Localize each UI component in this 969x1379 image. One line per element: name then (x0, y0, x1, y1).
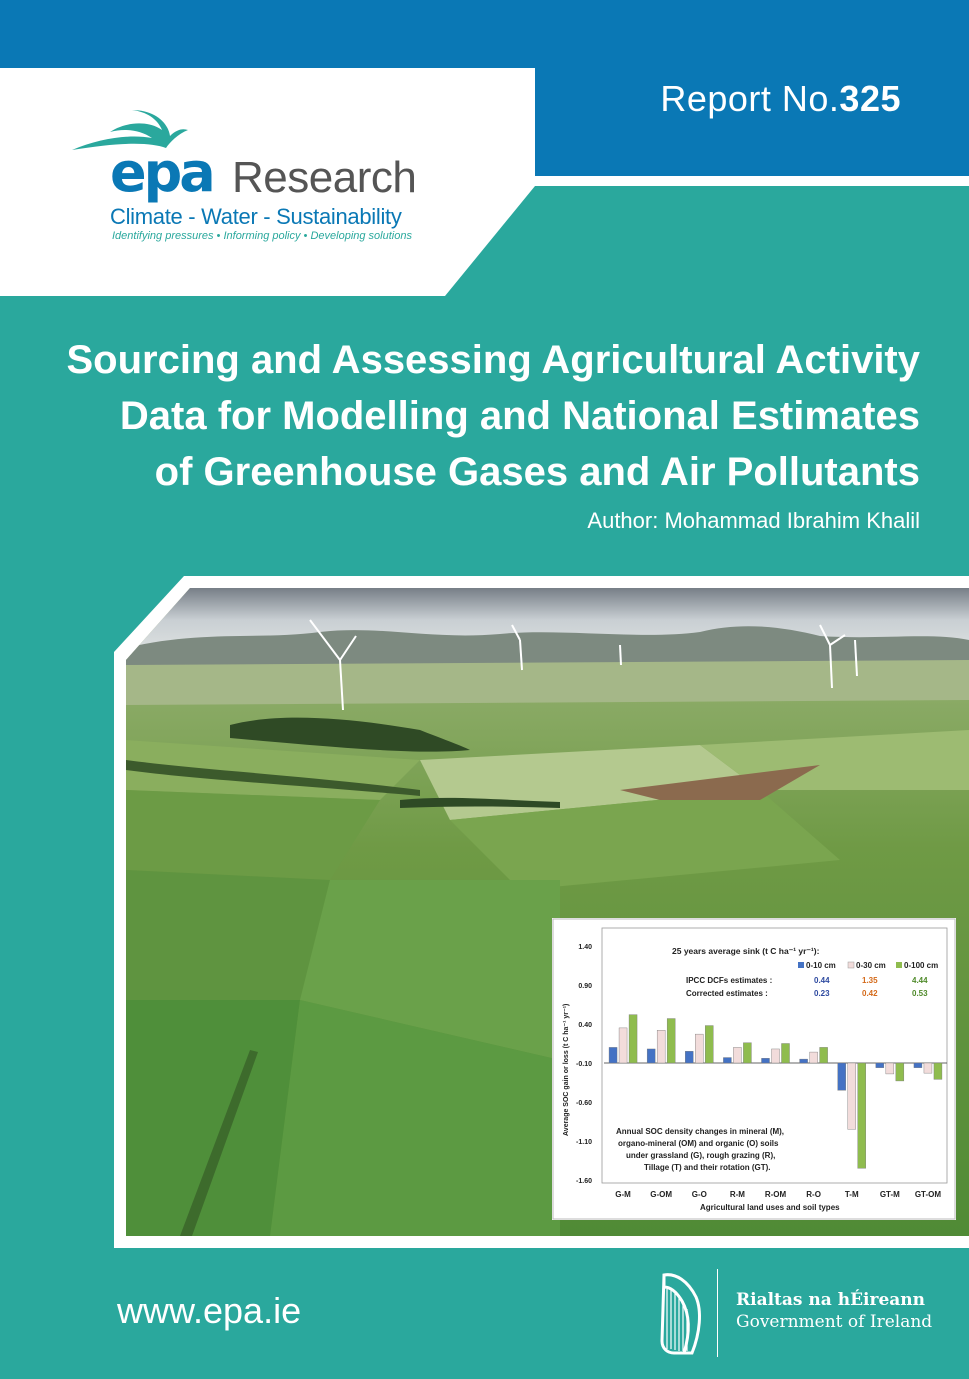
x-tick-label: G-OM (650, 1190, 673, 1199)
y-tick-label: -0.60 (576, 1100, 592, 1107)
y-tick-label: 0.90 (578, 983, 592, 990)
y-tick-label: -1.10 (576, 1139, 592, 1146)
bar-G-O-0-10 cm (685, 1051, 693, 1063)
bar-G-OM-0-100 cm (667, 1019, 675, 1063)
bar-GT-M-0-10 cm (876, 1063, 884, 1068)
gov-english-name: Government of Ireland (736, 1312, 933, 1332)
corrected-value-0-10: 0.23 (814, 989, 830, 998)
x-tick-label: G-M (615, 1190, 631, 1199)
soc-chart-svg (552, 918, 956, 1220)
legend-0-30: 0-30 cm (856, 961, 886, 970)
x-axis-label: Agricultural land uses and soil types (700, 1203, 840, 1212)
y-tick-label: 1.40 (578, 944, 592, 951)
bar-GT-M-0-100 cm (896, 1063, 904, 1081)
chart-title: 25 years average sink (t C ha⁻¹ yr⁻¹): (672, 946, 820, 956)
ipcc-label: IPCC DCFs estimates : (686, 976, 773, 985)
x-tick-label: GT-M (879, 1190, 900, 1199)
bar-T-M-0-30 cm (848, 1063, 856, 1129)
bar-G-OM-0-30 cm (657, 1030, 665, 1063)
bar-G-O-0-30 cm (695, 1034, 703, 1063)
gov-irish-name: Rialtas na hÉireann (736, 1290, 925, 1310)
y-axis-label: Average SOC gain or loss (t C ha⁻¹ yr⁻¹) (563, 1003, 570, 1136)
bar-R-M-0-100 cm (743, 1043, 751, 1063)
bar-R-M-0-10 cm (723, 1058, 731, 1063)
x-tick-label: T-M (844, 1190, 859, 1199)
bar-GT-OM-0-100 cm (934, 1063, 942, 1079)
bar-G-O-0-100 cm (705, 1026, 713, 1063)
legend-swatch-0-30 (848, 962, 854, 968)
bar-R-O-0-30 cm (810, 1052, 818, 1063)
bar-R-O-0-100 cm (820, 1047, 828, 1063)
bar-GT-M-0-30 cm (886, 1063, 894, 1074)
bar-G-M-0-100 cm (629, 1015, 637, 1063)
x-tick-label: GT-OM (914, 1190, 942, 1199)
author-line: Author: Mohammad Ibrahim Khalil (587, 508, 920, 533)
legend-swatch-0-10 (798, 962, 804, 968)
title-line-1: Sourcing and Assessing Agricultural Activity (66, 338, 920, 382)
bar-R-OM-0-30 cm (772, 1049, 780, 1063)
harp-icon (654, 1271, 706, 1357)
report-number: Report No.325 (660, 78, 901, 119)
bar-G-OM-0-10 cm (647, 1049, 655, 1063)
bar-T-M-0-10 cm (838, 1063, 846, 1090)
annotation-line-2: organo-mineral (OM) and organic (O) soils (618, 1139, 779, 1148)
x-tick-label: R-M (729, 1190, 745, 1199)
x-tick-label: R-O (806, 1190, 821, 1199)
bar-R-OM-0-10 cm (762, 1058, 770, 1063)
ipcc-value-0-30: 1.35 (862, 976, 878, 985)
bar-GT-OM-0-30 cm (924, 1063, 932, 1073)
title-line-2: Data for Modelling and National Estimates (119, 394, 920, 438)
bar-T-M-0-100 cm (858, 1063, 866, 1168)
bar-G-M-0-30 cm (619, 1028, 627, 1063)
research-word: Research (232, 153, 417, 202)
gov-divider (717, 1269, 718, 1357)
soc-chart (552, 918, 956, 1220)
y-tick-label: -0.10 (576, 1061, 592, 1068)
annotation-line-4: Tillage (T) and their rotation (GT). (644, 1163, 771, 1172)
corrected-value-0-30: 0.42 (862, 989, 878, 998)
x-tick-label: G-O (691, 1190, 707, 1199)
corrected-label: Corrected estimates : (686, 989, 768, 998)
x-tick-label: R-OM (764, 1190, 787, 1199)
bar-GT-OM-0-10 cm (914, 1063, 922, 1068)
legend-0-10: 0-10 cm (806, 961, 836, 970)
bar-R-M-0-30 cm (733, 1047, 741, 1063)
logo-subtagline: Identifying pressures • Informing policy • Developing solutions (112, 230, 412, 242)
corrected-value-0-100: 0.53 (912, 989, 928, 998)
bar-R-O-0-10 cm (800, 1059, 808, 1063)
bar-R-OM-0-100 cm (782, 1044, 790, 1064)
bar-G-M-0-10 cm (609, 1047, 617, 1063)
annotation-line-3: under grassland (G), rough grazing (R), (626, 1151, 776, 1160)
legend-0-100: 0-100 cm (904, 961, 939, 970)
logo-tagline: Climate - Water - Sustainability (110, 204, 402, 229)
ipcc-value-0-100: 4.44 (912, 976, 928, 985)
y-tick-label: 0.40 (578, 1022, 592, 1029)
legend-swatch-0-100 (896, 962, 902, 968)
website-link[interactable]: www.epa.ie (117, 1290, 302, 1331)
y-tick-label: -1.60 (576, 1178, 592, 1185)
ipcc-value-0-10: 0.44 (814, 976, 830, 985)
title-line-3: of Greenhouse Gases and Air Pollutants (154, 450, 920, 494)
annotation-line-1: Annual SOC density changes in mineral (M), (616, 1127, 785, 1136)
epa-brand: epa (110, 141, 213, 204)
government-of-ireland-logo (652, 1265, 942, 1360)
